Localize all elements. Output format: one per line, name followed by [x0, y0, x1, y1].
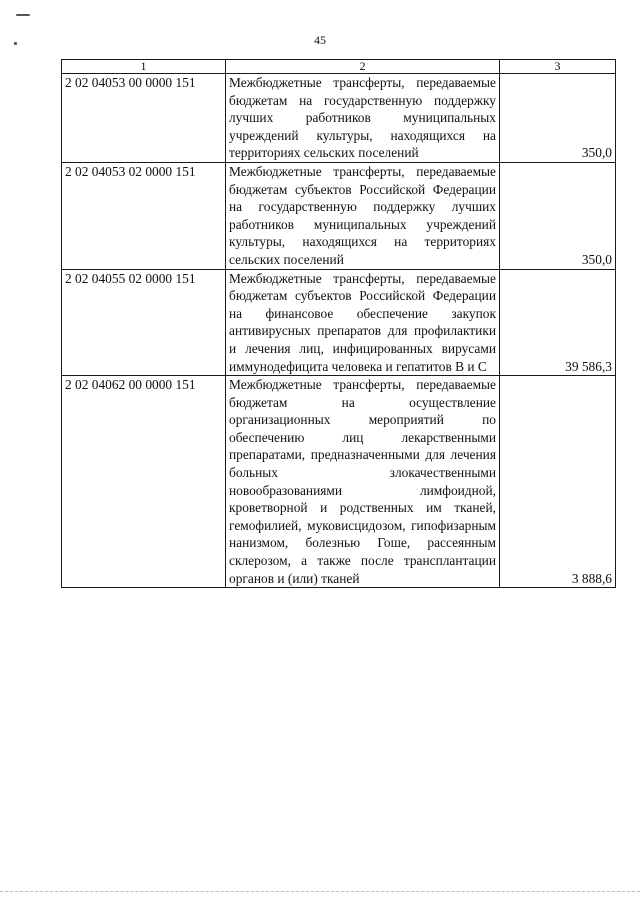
- amount: 350,0: [500, 74, 616, 163]
- table-row: [62, 269, 616, 376]
- scan-edge-line: [0, 891, 640, 892]
- table-row: [62, 376, 616, 588]
- table-row: [62, 74, 616, 163]
- budget-code: 2 02 04053 00 0000 151: [62, 74, 226, 163]
- amount: 3 888,6: [500, 376, 616, 588]
- table-header-row: [62, 60, 616, 74]
- transfer-description: Межбюджетные трансферты, передаваемые бюджетам субъектов Российской Федерации на финансовое обеспечение закупок антивирусных препаратов для профилактики и лечения лиц, инфицированных вирусами иммунодефицита человека и гепатитов В и С: [226, 269, 500, 376]
- budget-code: 2 02 04062 00 0000 151: [62, 376, 226, 588]
- column-header-3: 3: [500, 60, 616, 74]
- table-row: [62, 162, 616, 269]
- transfer-description: Межбюджетные трансферты, передаваемые бюджетам на государственную поддержку лучших работников муниципальных учреждений культуры, находящихся на территориях сельских поселений: [226, 74, 500, 163]
- amount: 350,0: [500, 162, 616, 269]
- budget-code: 2 02 04053 02 0000 151: [62, 162, 226, 269]
- budget-table: [61, 59, 616, 588]
- budget-code: 2 02 04055 02 0000 151: [62, 269, 226, 376]
- column-header-1: 1: [62, 60, 226, 74]
- scan-mark: [16, 14, 30, 16]
- amount: 39 586,3: [500, 269, 616, 376]
- transfer-description: Межбюджетные трансферты, передаваемые бюджетам субъектов Российской Федерации на государственную поддержку лучших работников муниципальных учреждений культуры, находящихся на территориях сельских поселений: [226, 162, 500, 269]
- transfer-description: Межбюджетные трансферты, передаваемые бюджетам на осуществление организационных мероприятий по обеспечению лиц лекарственными препаратами, предназначенными для лечения больных злокачественными новообразованиями лимфоидной, кроветворной и родственных им тканей, гемофилией, муковисцидозом, гипофизарным нанизмом, болезнью Гоше, рассеянным склерозом, а также после трансплантации органов и (или) тканей: [226, 376, 500, 588]
- column-header-2: 2: [226, 60, 500, 74]
- page-number: 45: [314, 33, 326, 47]
